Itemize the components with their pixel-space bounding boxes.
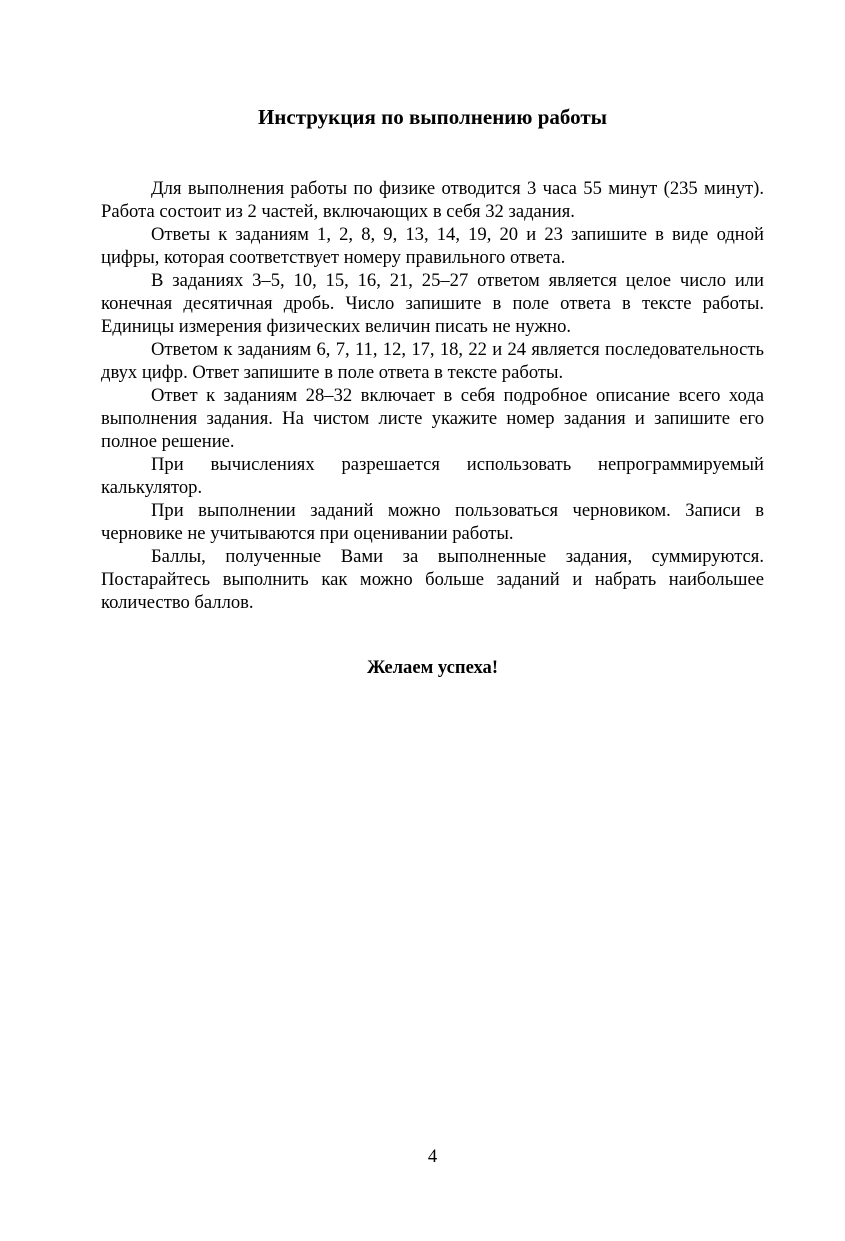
paragraph-sequence-answers: Ответом к заданиям 6, 7, 11, 12, 17, 18, 22 и 24 является последовательность двух цифр. Ответ запишите в поле ответа в тексте работы.	[101, 339, 764, 383]
paragraph-calculator: При вычислениях разрешается использовать непрограммируемый калькулятор.	[101, 454, 764, 498]
closing-wish: Желаем успеха!	[366, 657, 499, 678]
paragraph-number-answers: В заданиях 3–5, 10, 15, 16, 21, 25–27 ответом является целое число или конечная десятичная дробь. Число запишите в поле ответа в тексте работы. Единицы измерения физических величин писать не нужно.	[101, 270, 764, 337]
paragraph-full-solution: Ответ к заданиям 28–32 включает в себя подробное описание всего хода выполнения задания. На чистом листе укажите номер задания и запишите его полное решение.	[101, 385, 764, 452]
paragraph-time: Для выполнения работы по физике отводится 3 часа 55 минут (235 минут). Работа состоит из 2 частей, включающих в себя 32 задания.	[101, 178, 764, 222]
paragraph-draft: При выполнении заданий можно пользоваться черновиком. Записи в черновике не учитываются при оценивании работы.	[101, 500, 764, 544]
page-title: Инструкция по выполнению работы	[257, 105, 608, 129]
paragraph-scoring: Баллы, полученные Вами за выполненные задания, суммируются. Постарайтесь выполнить как можно больше заданий и набрать наибольшее количество баллов.	[101, 546, 764, 613]
page-number: 4	[427, 1146, 438, 1167]
paragraph-single-digit-answers: Ответы к заданиям 1, 2, 8, 9, 13, 14, 19, 20 и 23 запишите в виде одной цифры, которая соответствует номеру правильного ответа.	[101, 224, 764, 268]
instructions-body	[101, 177, 764, 614]
